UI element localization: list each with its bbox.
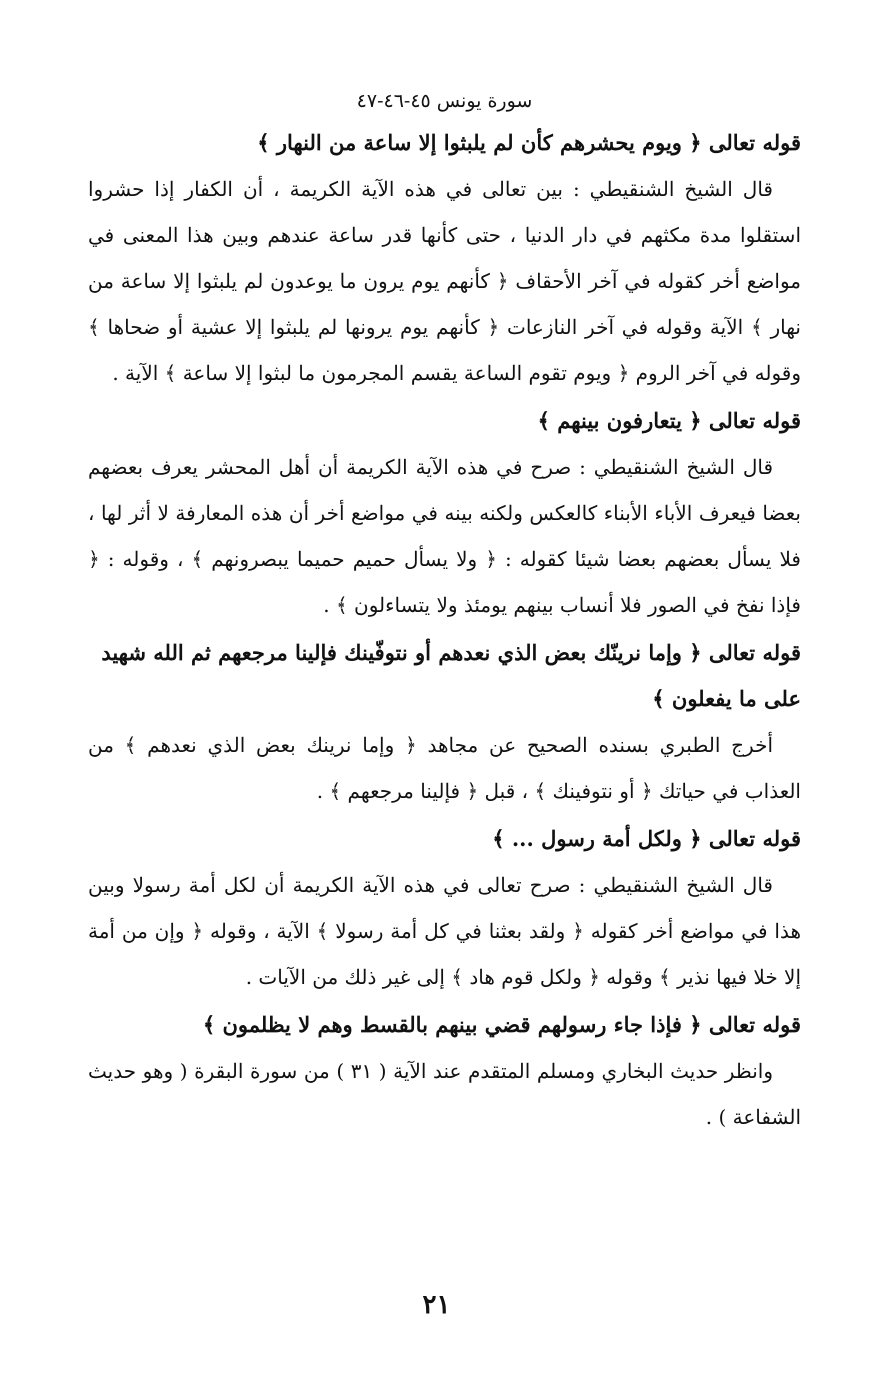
section-body: قال الشيخ الشنقيطي : صرح في هذه الآية الكريمة أن أهل المحشر يعرف بعضهم بعضا فيعرف الأباء الأبناء كالعكس ولكنه بينه في مواضع أخر أن هذه المعارفة لا أثر لها ، فلا يسأل بعضهم بعضا شيئا كقوله : ﴿ ولا يسأل حميم حميما يبصرونهم ﴾ ، وقوله : ﴿ فإذا نفخ في الصور فلا أنساب بينهم يومئذ ولا يتساءلون ﴾ . <box>88 455 801 617</box>
section-heading: قوله تعالى ﴿ يتعارفون بينهم ﴾ <box>537 408 801 433</box>
section-body: قال الشيخ الشنقيطي : بين تعالى في هذه الآية الكريمة ، أن الكفار إذا حشروا استقلوا مدة مكثهم في دار الدنيا ، حتى كأنها قدر ساعة عندهم وبين هذا المعنى في مواضع أخر كقوله في آخر الأحقاف ﴿ كأنهم يوم يرون ما يوعدون لم يلبثوا إلا ساعة من نهار ﴾ الآية وقوله في آخر النازعات ﴿ كأنهم يوم يرونها لم يلبثوا إلا عشية أو ضحاها ﴾ وقوله في آخر الروم ﴿ ويوم تقوم الساعة يقسم المجرمون ما لبثوا إلا ساعة ﴾ الآية . <box>88 177 801 385</box>
running-head: سورة يونس ٤٥-٤٦-٤٧ <box>356 90 533 112</box>
page-number: ٢١ <box>422 1290 451 1320</box>
section-heading: قوله تعالى ﴿ ولكل أمة رسول ... ﴾ <box>492 826 801 851</box>
section-1 <box>88 120 801 396</box>
section-3 <box>88 630 801 814</box>
section-4 <box>88 816 801 1000</box>
section-heading: قوله تعالى ﴿ ويوم يحشرهم كأن لم يلبثوا إلا ساعة من النهار ﴾ <box>257 130 801 155</box>
section-heading: قوله تعالى ﴿ وإما نرينّك بعض الذي نعدهم أو نتوفّينك فإلينا مرجعهم ثم الله شهيد على ما يفعلون ﴾ <box>101 640 801 711</box>
section-body: وانظر حديث البخاري ومسلم المتقدم عند الآية ( ٣١ ) من سورة البقرة ( وهو حديث الشفاعة ) . <box>88 1059 801 1129</box>
section-body: قال الشيخ الشنقيطي : صرح تعالى في هذه الآية الكريمة أن لكل أمة رسولا وبين هذا في مواضع أخر كقوله ﴿ ولقد بعثنا في كل أمة رسولا ﴾ الآية ، وقوله ﴿ وإن من أمة إلا خلا فيها نذير ﴾ وقوله ﴿ ولكل قوم هاد ﴾ إلى غير ذلك من الآيات . <box>88 873 801 989</box>
section-5 <box>88 1002 801 1140</box>
section-body: أخرج الطبري بسنده الصحيح عن مجاهد ﴿ وإما نرينك بعض الذي نعدهم ﴾ من العذاب في حياتك ﴿ أو نتوفينك ﴾ ، قبل ﴿ فإلينا مرجعهم ﴾ . <box>88 733 801 803</box>
section-2 <box>88 398 801 628</box>
section-heading: قوله تعالى ﴿ فإذا جاء رسولهم قضي بينهم بالقسط وهم لا يظلمون ﴾ <box>202 1012 801 1037</box>
